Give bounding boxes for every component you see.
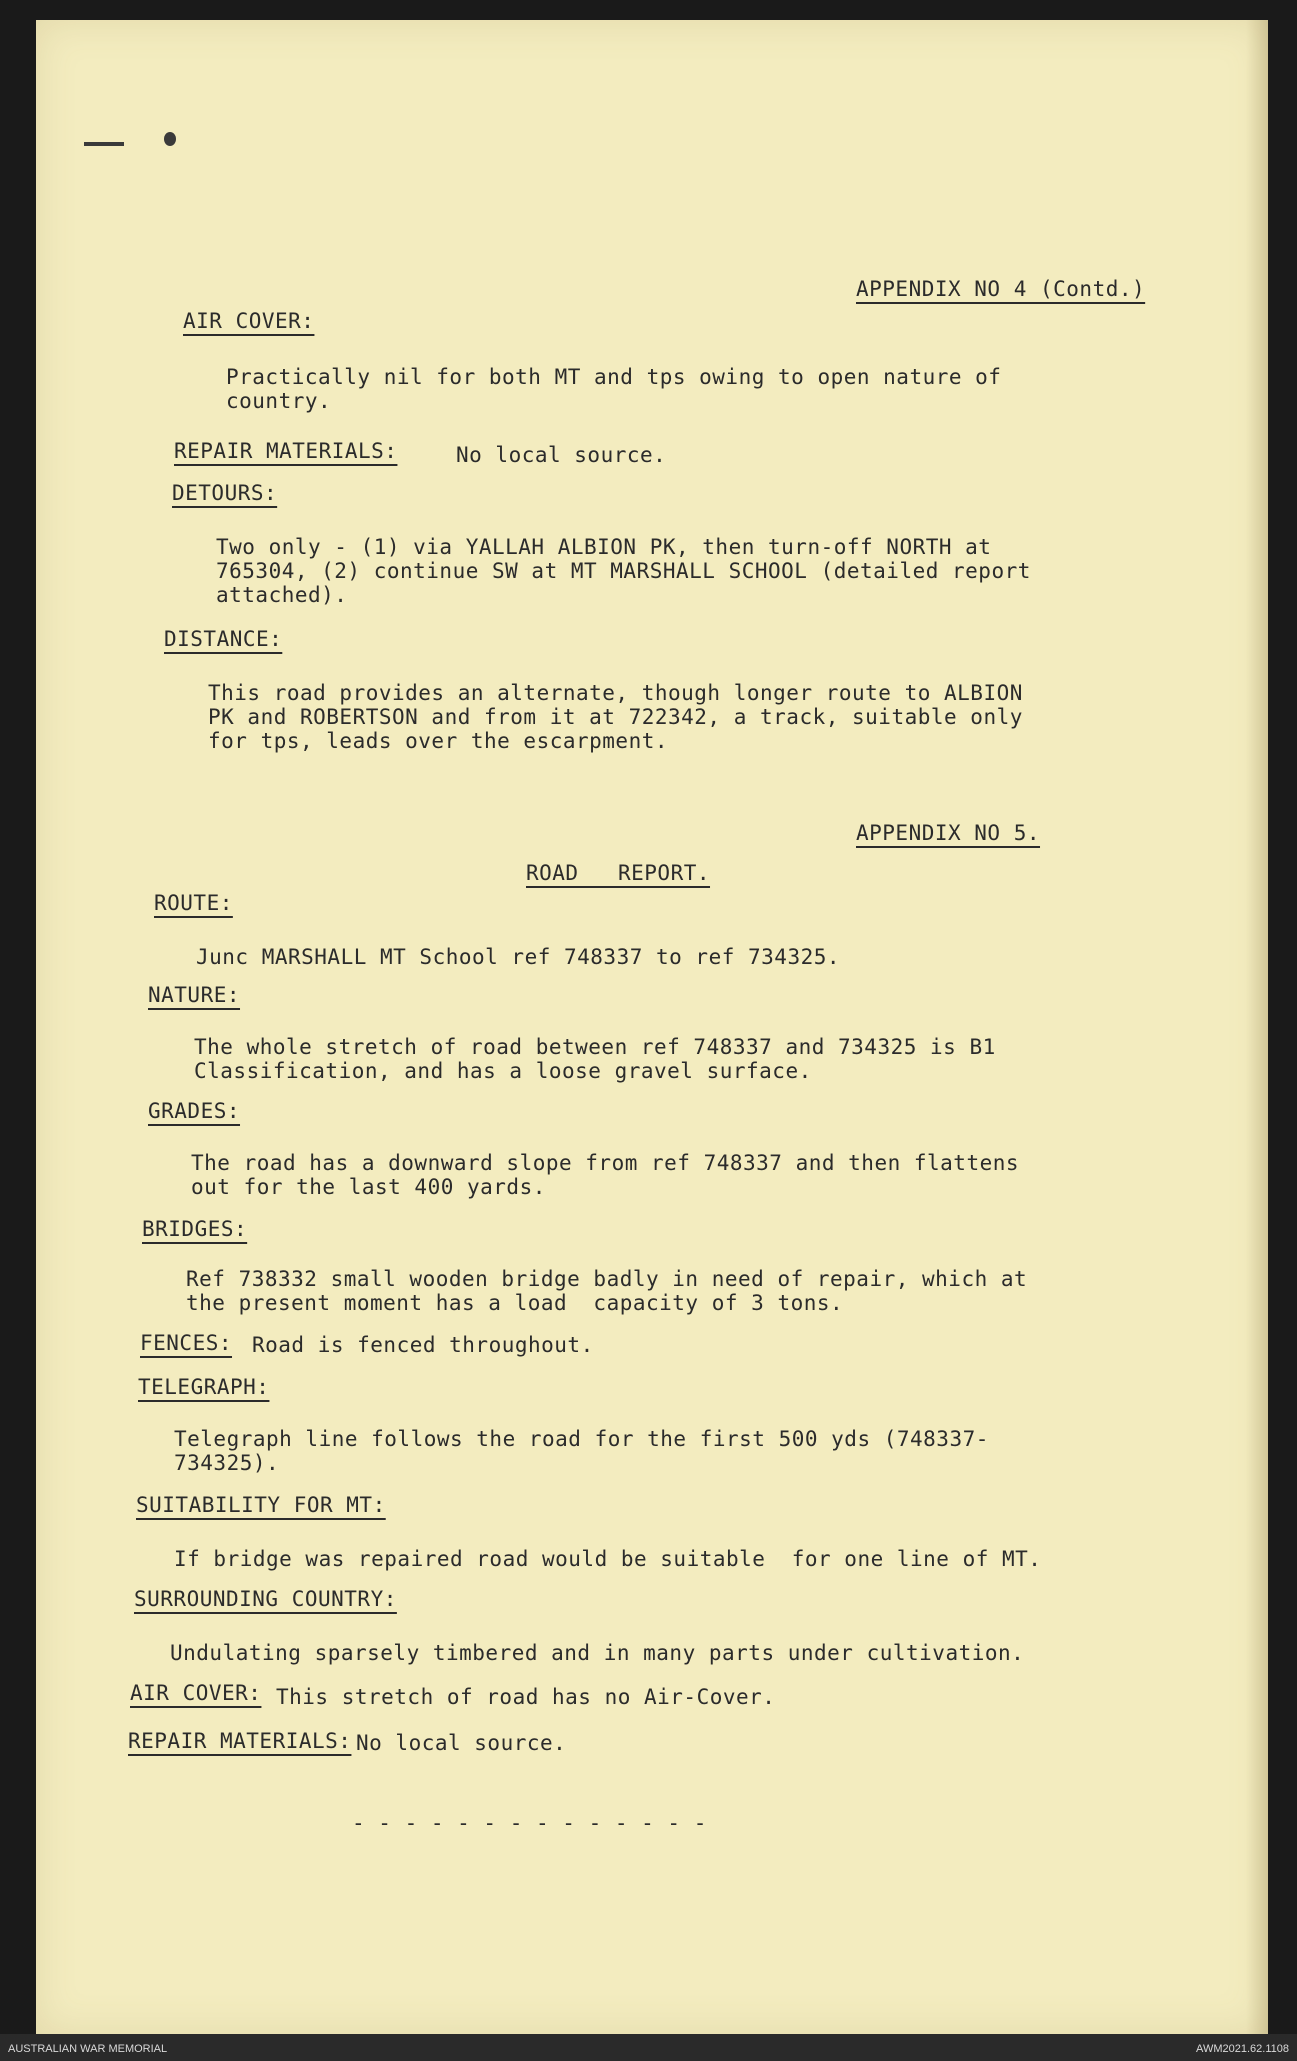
nature-line-1: The whole stretch of road between ref 748337 and 734325 is B1 bbox=[194, 1035, 996, 1059]
fences-heading: FENCES: bbox=[140, 1331, 233, 1355]
detours-heading: DETOURS: bbox=[172, 481, 278, 505]
footer-credit-right: AWM2021.62.1108 bbox=[1196, 2043, 1289, 2055]
telegraph-line-2: 734325). bbox=[174, 1451, 280, 1475]
footer-credit-left: AUSTRALIAN WAR MEMORIAL bbox=[8, 2043, 168, 2055]
air-cover-heading-5: AIR COVER: bbox=[130, 1681, 262, 1705]
detours-line-1: Two only - (1) via YALLAH ALBION PK, then turn-off NORTH at bbox=[216, 535, 992, 559]
bridges-heading: BRIDGES: bbox=[142, 1217, 248, 1241]
telegraph-heading: TELEGRAPH: bbox=[138, 1375, 270, 1399]
route-text: Junc MARSHALL MT School ref 748337 to ref 734325. bbox=[196, 945, 841, 969]
detours-line-3: attached). bbox=[216, 583, 348, 607]
repair-materials-text-5: No local source. bbox=[356, 1731, 567, 1755]
distance-line-3: for tps, leads over the escarpment. bbox=[208, 729, 669, 753]
repair-materials-heading-5: REPAIR MATERIALS: bbox=[128, 1729, 352, 1753]
appendix-4-title: APPENDIX NO 4 (Contd.) bbox=[856, 277, 1146, 301]
end-rule: - - - - - - - - - - - - - - bbox=[352, 1811, 707, 1835]
detours-line-2: 765304, (2) continue SW at MT MARSHALL SCHOOL (detailed report bbox=[216, 559, 1031, 583]
repair-materials-text: No local source. bbox=[456, 443, 667, 467]
grades-heading: GRADES: bbox=[148, 1099, 241, 1123]
nature-line-2: Classification, and has a loose gravel surface. bbox=[194, 1059, 812, 1083]
suitability-text: If bridge was repaired road would be suitable for one line of MT. bbox=[174, 1547, 1042, 1571]
surrounding-country-text: Undulating sparsely timbered and in many parts under cultivation. bbox=[170, 1641, 1025, 1665]
grades-line-1: The road has a downward slope from ref 748337 and then flattens bbox=[191, 1151, 1020, 1175]
road-report-title: ROAD REPORT. bbox=[526, 861, 711, 885]
distance-line-2: PK and ROBERTSON and from it at 722342, a track, suitable only bbox=[208, 705, 1023, 729]
repair-materials-heading: REPAIR MATERIALS: bbox=[174, 439, 398, 463]
nature-heading: NATURE: bbox=[148, 983, 241, 1007]
bridges-line-2: the present moment has a load capacity of 3 tons. bbox=[186, 1291, 844, 1315]
ink-mark bbox=[84, 142, 124, 146]
air-cover-heading: AIR COVER: bbox=[183, 309, 315, 333]
document-page bbox=[36, 20, 1268, 2034]
air-cover-line-2: country. bbox=[226, 389, 332, 413]
air-cover-text-5: This stretch of road has no Air-Cover. bbox=[276, 1685, 776, 1709]
surrounding-country-heading: SURROUNDING COUNTRY: bbox=[134, 1587, 397, 1611]
bridges-line-1: Ref 738332 small wooden bridge badly in need of repair, which at bbox=[186, 1267, 1028, 1291]
footer-bar bbox=[0, 2034, 1297, 2061]
route-heading: ROUTE: bbox=[154, 891, 233, 915]
fences-text: Road is fenced throughout. bbox=[252, 1333, 594, 1357]
telegraph-line-1: Telegraph line follows the road for the first 500 yds (748337- bbox=[174, 1427, 989, 1451]
ink-dot bbox=[164, 132, 176, 146]
distance-line-1: This road provides an alternate, though longer route to ALBION bbox=[208, 681, 1023, 705]
air-cover-line-1: Practically nil for both MT and tps owing to open nature of bbox=[226, 365, 1002, 389]
suitability-heading: SUITABILITY FOR MT: bbox=[136, 1493, 386, 1517]
appendix-5-title: APPENDIX NO 5. bbox=[856, 821, 1041, 845]
grades-line-2: out for the last 400 yards. bbox=[191, 1175, 546, 1199]
distance-heading: DISTANCE: bbox=[164, 627, 283, 651]
